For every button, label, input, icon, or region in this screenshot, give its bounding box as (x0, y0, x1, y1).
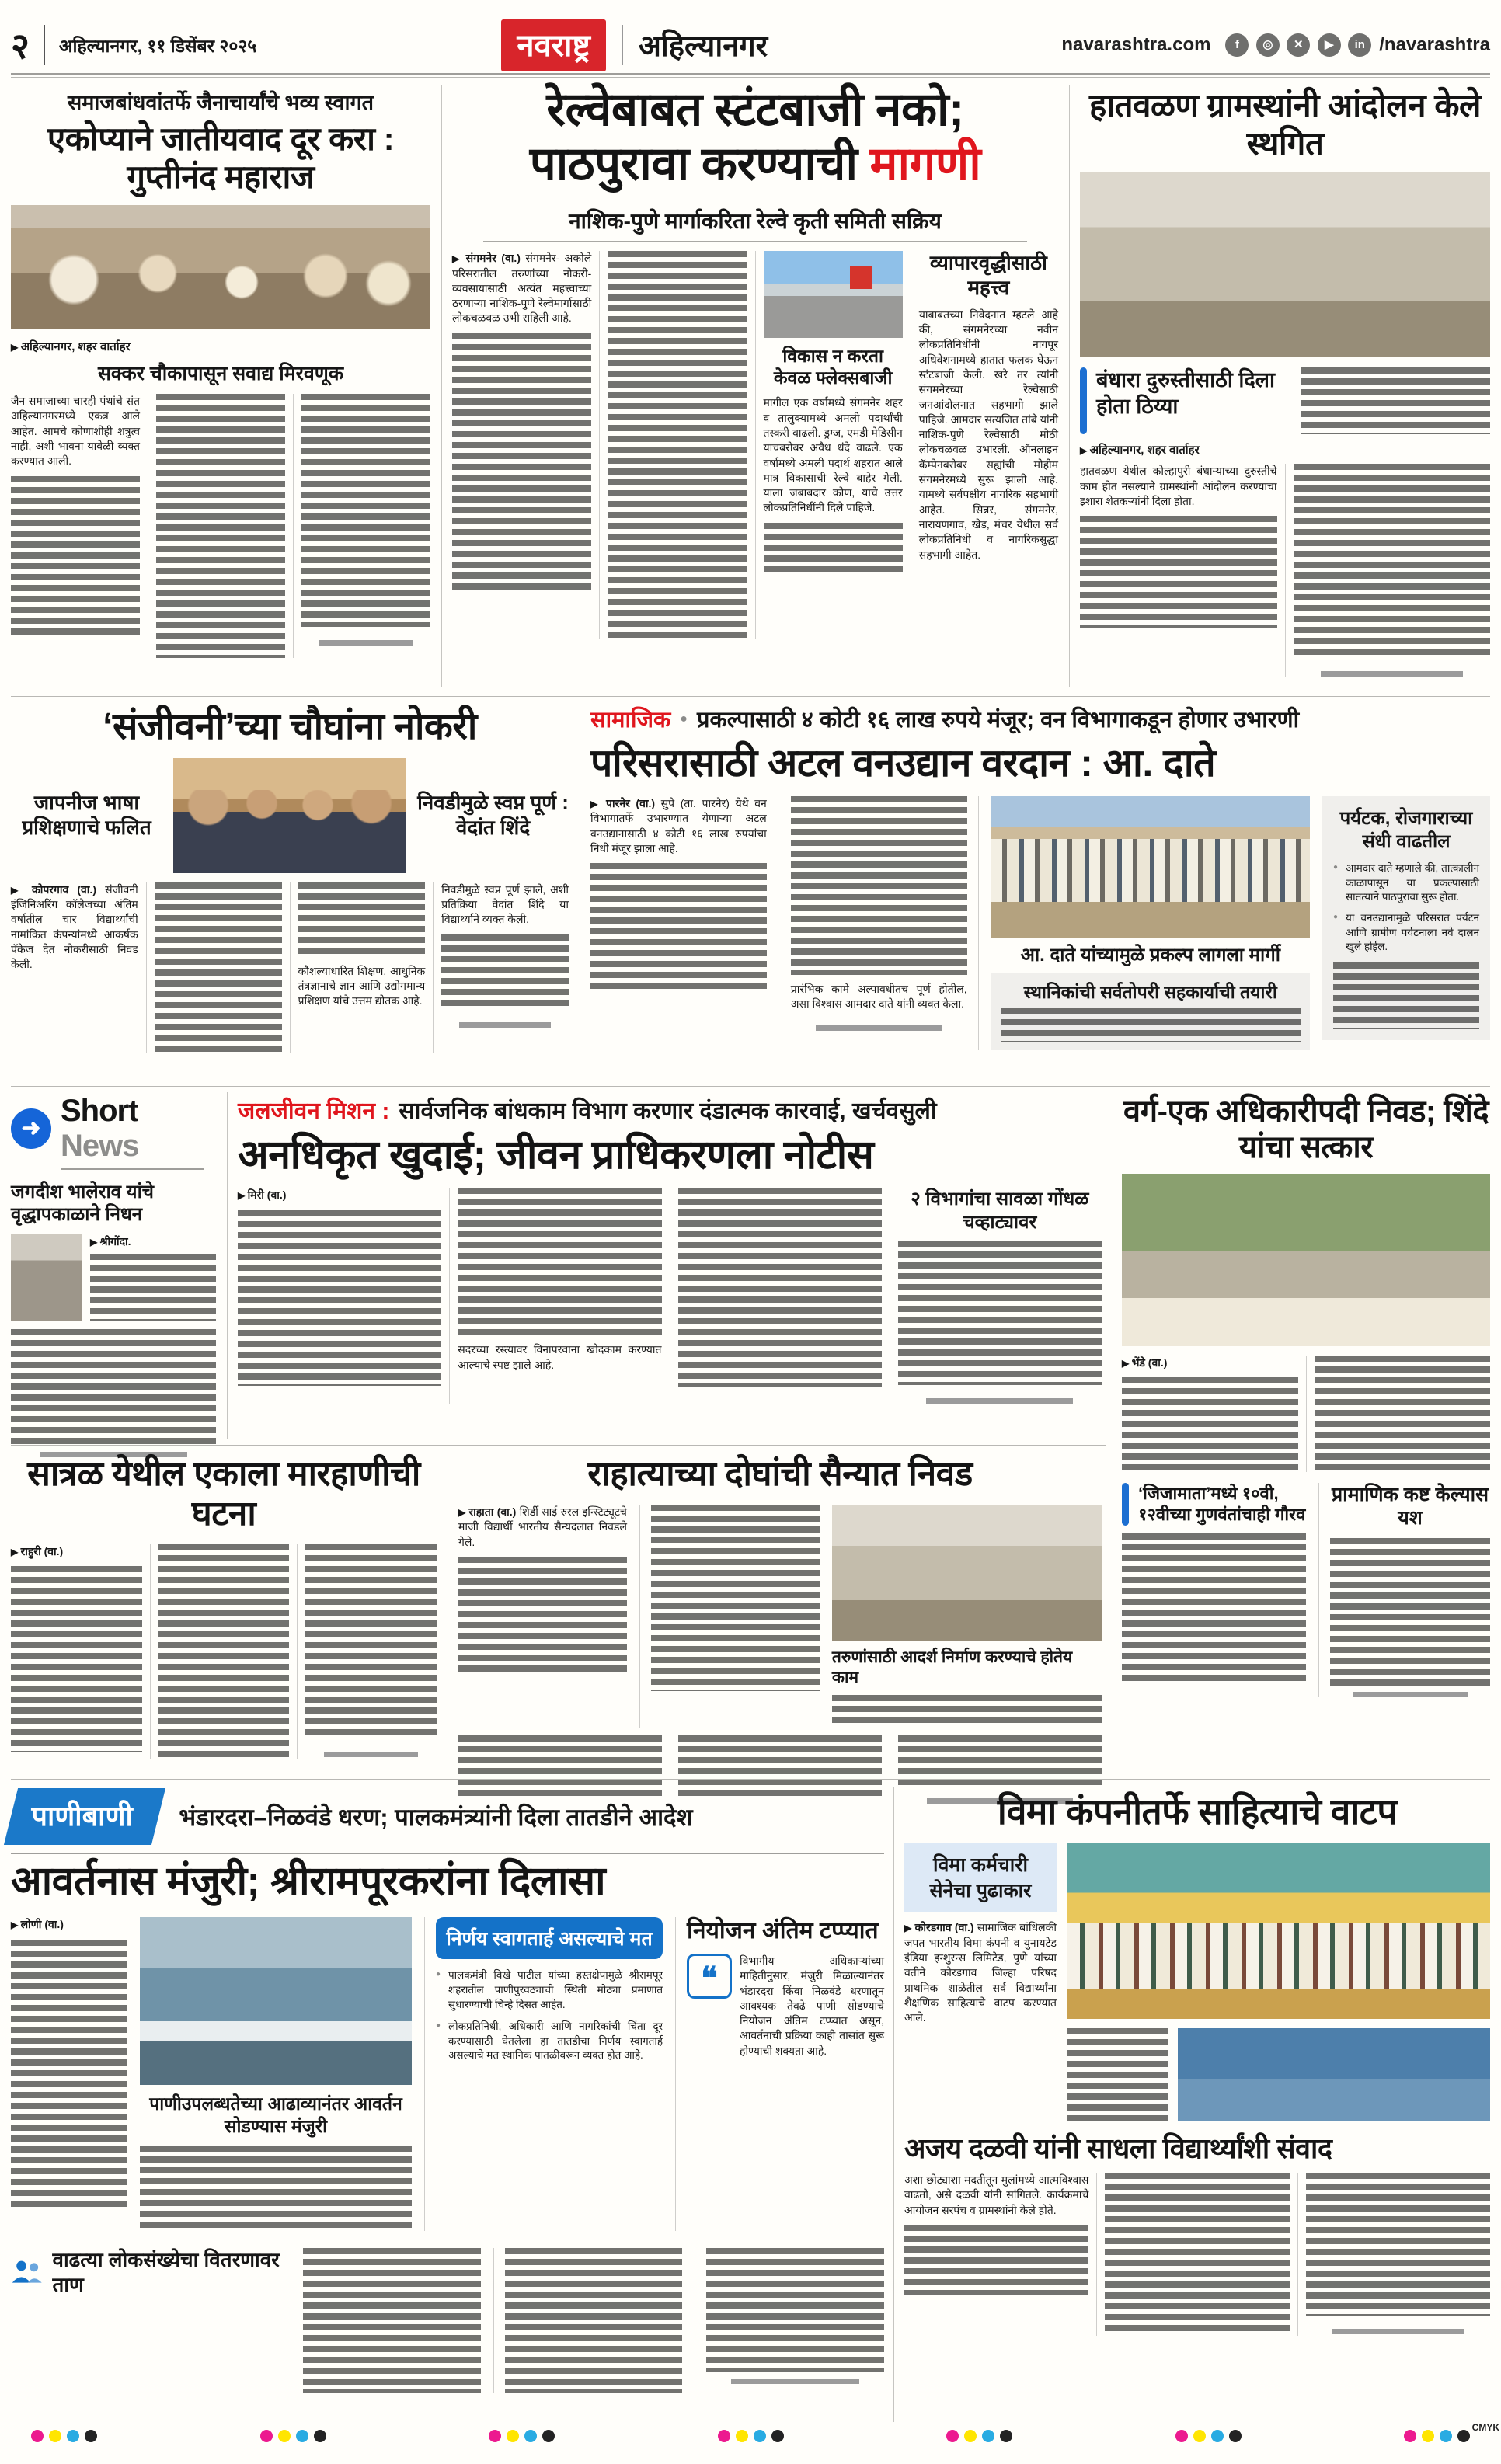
photo-obituary-portrait (11, 1234, 82, 1321)
body-text (1301, 367, 1490, 434)
article-railway (452, 82, 1058, 639)
x-icon[interactable]: ✕ (1287, 33, 1310, 57)
body-text (1333, 962, 1479, 1029)
body-text (452, 333, 591, 594)
article-byline: ▶ अहिल्यानगर, शहर वार्ताहर (1080, 442, 1490, 458)
body-text (898, 1241, 1102, 1385)
body-text (11, 1940, 127, 2212)
article-lede: सुपे (ता. पारनेर) येथे वन विभागातर्फे उभारण्यात येणाऱ्या अटल वनउद्यानासाठी ४ कोटी १६ लाख रुपयांचा निधी मंजूर झाला आहे. (590, 797, 767, 854)
body-text (1001, 1008, 1301, 1042)
photo-hatavalan-meeting (1080, 172, 1490, 357)
body-text (898, 1735, 1102, 1785)
article-avartan (11, 1858, 884, 2393)
body-text (1330, 1538, 1490, 1686)
body-text (441, 934, 569, 1009)
headline-line-2: पाठपुरावा करण्याची मागणी (529, 137, 981, 190)
people-icon (11, 2257, 43, 2288)
page-number: २ (11, 26, 30, 66)
subhead-trade: व्यापारवृद्धीसाठी महत्त्व (929, 251, 1047, 299)
article-dateline: ▶ संगमनेर (वा.) (452, 252, 521, 264)
article-sanjivani (11, 705, 569, 1053)
header-rule (11, 73, 1490, 75)
article-headline: विमा कंपनीतर्फे साहित्याचे वाटप (997, 1791, 1398, 1832)
article-dateline: ▶ राहाता (वा.) (458, 1505, 516, 1518)
cmyk-dots (1175, 2430, 1242, 2442)
body-text (678, 1188, 882, 1387)
box-bullet: ● या वनउद्यानामुळे परिसरात पर्यटन आणि ग्रामीण पर्यटनाला नवे दालन खुले होईल. (1333, 911, 1479, 955)
section-label: सामाजिक (590, 708, 671, 733)
body-text (303, 2248, 481, 2393)
article-headline: हातवळण ग्रामस्थांनी आंदोलन केले स्थगित (1089, 87, 1481, 162)
social-handle[interactable]: /navarashtra (1379, 34, 1490, 55)
article-kicker: समाजबांधवांतर्फे जैनाचार्यांचे भव्य स्वागत (67, 91, 374, 114)
article-dateline: ▶ पारनेर (वा.) (590, 797, 655, 809)
article-headline (452, 82, 1058, 190)
headline-line-1: रेल्वेबाबत स्टंटबाजी नको; (546, 83, 964, 135)
body-text (590, 863, 767, 994)
body-text (1067, 2028, 1168, 2121)
article-dateline: ▶ कोरडगाव (वा.) (904, 1921, 974, 1933)
short-news-arrow-icon: ➜ (11, 1108, 51, 1149)
photo-sanjivani-students (173, 758, 406, 873)
article-headline: एकोप्याने जातीयवाद दूर करा : गुप्तीनंद महाराज (47, 120, 395, 195)
article-lede: संजीवनी इंजिनिअरिंग कॉलेजच्या अंतिम वर्षातील चार विद्यार्थ्यांची नामांकित कंपन्यांमध्ये आकर्षक पॅकेज देत नोकरीसाठी निवड केली. (11, 882, 138, 971)
article-headline: आवर्तनास मंजुरी; श्रीरामपूरकरांना दिलासा (11, 1859, 606, 1904)
section-label: जलजीवन मिशन : (238, 1098, 390, 1124)
article-dateline: ▶ लोणी (वा.) (11, 1918, 64, 1930)
article-kicker: प्रकल्पासाठी ४ कोटी १६ लाख रुपये मंजूर; वन विभागाकडून होणार उभारणी (696, 708, 1300, 733)
short-news-title-1: Short (61, 1094, 138, 1128)
body-text (158, 1544, 290, 1759)
opinion-bullet: ● लोकप्रतिनिधी, अधिकारी आणि नागरिकांची चिंता दूर करण्यासाठी घेतलेला हा तातडीचा निर्णय स्वागतार्ह असल्याचे मत स्थानिक पातळीवरून व्यक्त होत आहे. (436, 2020, 663, 2063)
pani-kicker: भंडारदरा–निळवंडे धरण; पालकमंत्र्यांनी दिला तातडीने आदेश (179, 1803, 693, 1831)
article-lede: सामाजिक बांधिलकी जपत भारतीय विमा कंपनी व युनायटेड इंडिया इन्शुरन्स लिमिटेड, पुणे यांच्या वतीने कोरडगाव जिल्हा परिषद प्राथमिक शाळेतील सर्व विद्यार्थ्यांना शैक्षणिक साहित्याचे वाटप करण्यात आले. (904, 1921, 1057, 2024)
sub-article-headline: अजय दळवी यांनी साधला विद्यार्थ्यांशी संवाद (904, 2132, 1332, 2165)
article-end-rule (816, 1025, 942, 1031)
photo-caption: पाणीउपलब्धतेच्या आढाव्यानंतर आवर्तन सोडण्यास मंजुरी (149, 2093, 402, 2137)
article-lede: हातवळण येथील कोल्हापुरी बंधाऱ्याच्या दुरुस्तीचे काम होत नसल्याने ग्रामस्थांनी आंदोलन करण्याचा इशारा शेतकऱ्यांनी दिला होता. (1080, 465, 1277, 508)
article-reaction: निवडीमुळे स्वप्न पूर्ण झाले, अशी प्रतिक्रिया वेदांत शिंदे या विद्यार्थ्याने व्यक्त केली. (441, 882, 569, 926)
article-end-rule (926, 1398, 1073, 1404)
cmyk-dots (1404, 2430, 1470, 2442)
body-text (791, 796, 967, 975)
photo-rahata-group (832, 1505, 1102, 1641)
box-honest-work: प्रामाणिक कष्ट केल्यास यश (1331, 1483, 1489, 1530)
box-jijamata: ‘जिजामाता’मध्ये १०वी, १२वीच्या गुणवंतांचाही गौरव (1138, 1483, 1306, 1525)
article-headline: वर्ग-एक अधिकारीपदी निवड; शिंदे यांचा सत्कार (1123, 1095, 1489, 1165)
print-registration-marks (31, 2430, 1470, 2442)
article-end-rule (319, 640, 413, 646)
article-fragment: सदरच्या रस्त्यावर विनापरवाना खोदकाम करण्यात आल्याचे स्पष्ट झाले आहे. (458, 1343, 662, 1371)
article-headline: ‘संजीवनी’च्या चौघांना नोकरी (103, 706, 477, 747)
subhead-right: निवडीमुळे स्वप्न पूर्ण : वेदांत शिंदे (417, 790, 569, 839)
plan-text: विभागीय अधिकाऱ्यांच्या माहितीनुसार, मंजुरी मिळाल्यानंतर भंडारदरा किंवा निळवंडे धरणातून आवश्यक तेवढे पाणी सोडण्याचे नियोजन अंतिम टप्प्यात असून, आवर्तनाची प्रक्रिया काही तासांत सुरू होण्याची शक्यता आहे. (740, 1954, 884, 2057)
body-text (1315, 1356, 1491, 1472)
bottom-subhead: वाढत्या लोकसंख्येचा वितरणावर ताण (52, 2247, 280, 2296)
article-rahata (458, 1454, 1102, 1804)
article-jain (11, 87, 430, 658)
article-satral (11, 1454, 437, 1759)
body-text (11, 1329, 216, 1446)
article-vima (904, 1791, 1490, 2336)
article-end-rule (1332, 2329, 1464, 2334)
quote-icon: ❝ (687, 1954, 732, 1999)
photo-atal-group (991, 796, 1310, 938)
body-text (1306, 2173, 1490, 2316)
article-kicker: सार्वजनिक बांधकाम विभाग करणार दंडात्मक कारवाई, खर्चवसुली (399, 1098, 937, 1124)
article-lede: संगमनेर- अकोले परिसरातील तरुणांच्या नोकरी- व्यवसायासाठी अत्यंत महत्त्वाच्या ठरणाऱ्या नाशिक-पुणे रेल्वेमार्गासाठी लोकचळवळ उभी राहिली आहे. (452, 252, 592, 325)
article-lede: जैन समाजाच्या चारही पंथांचे संत अहिल्यानगरमध्ये एकत्र आले आहेत. आमचे कोणाशीही शत्रुत्व नाही, अशी भावना यावेळी व्यक्त करण्यात आली. (11, 394, 140, 468)
facebook-icon[interactable]: f (1225, 33, 1249, 57)
edition-name: अहिल्यानगर (622, 25, 768, 65)
opinion-bullet: ● पालकमंत्री विखे पाटील यांच्या हस्तक्षेपामुळे श्रीरामपूर शहरातील पाणीपुरवठ्याची स्थिती मोठ्या प्रमाणात सुधारण्याची चिन्हे दिसत आहेत. (436, 1968, 663, 2012)
body-text (706, 2248, 884, 2372)
body-text (156, 394, 285, 658)
cmyk-dots (260, 2430, 326, 2442)
photo-vima-distribution (1067, 1843, 1490, 2019)
photo-vargek-felicitation (1122, 1174, 1490, 1346)
article-excerpt: कौशल्याधारित शिक्षण, आधुनिक तंत्रज्ञानाचे ज्ञान आणि उद्योगमान्य प्रशिक्षण यांचे उत्तम द्योतक आहे. (298, 964, 426, 1008)
column-rule (441, 85, 442, 687)
article-subhead: सक्कर चौकापासून सवाद्य मिरवणूक (97, 363, 344, 385)
article-closing: प्रारंभिक कामे अल्पावधीतच पूर्ण होतील, असा विश्वास आमदार दाते यांनी व्यक्त केला. (790, 983, 967, 1011)
body-text (11, 1566, 142, 1752)
band-rule (11, 1853, 884, 1854)
vima-box: विमा कर्मचारी सेनेचा पुढाकार (904, 1843, 1057, 1912)
website-link[interactable]: navarashtra.com (1061, 34, 1211, 55)
box-bullet: ● आमदार दाते म्हणाले की, तात्कालीन काळापासून या प्रकल्पासाठी सातत्याने पाठपुरावा सुरू होता. (1333, 861, 1479, 905)
article-lede: शिर्डी साई रुरल इन्स्टिट्यूटचे माजी विद्यार्थी भारतीय सैन्यदलात निवडले गेले. (458, 1505, 627, 1548)
flex-text: मागील एक वर्षामध्ये संगमनेर शहर व तालुक्यामध्ये अमली पदार्थांची तस्करी वाढली. ड्रग्ज, एमडी मेडिसीन याचबरोबर अवैध धंदे वाढले. एक वर्षामध्ये अमली पदार्थ शहरात आले मात्र विकासाची रेल्वे बाहेर गेली. याला जबाबदार कोण, याचे उत्तर लोकप्रतिनिधींनी दिले पाहिजे. (763, 396, 903, 514)
body-text (764, 523, 903, 572)
trade-text: याबाबतच्या निवेदनात म्हटले आहे की, संगमनेरच्या नवीन लोकप्रतिनिधींनी नागपूर अधिवेशनामध्ये हातात फलक घेऊन स्टंटबाजी केली. खरे तर त्यांनी संगमनेरच्या रेल्वेसाठी जनआंदोलनात सहभागी झाले पाहिजे. आमदार सत्यजित तांबे यांनी नाशिक-पुणे रेल्वेसाठी मोठी लोकचळवळ उभारली. ऑनलाइन कॅम्पेनबरोबर सह्यांची मोहीम संगमनेरमध्ये सुरू झाली आहे. यामध्ये सर्वपक्षीय नागरिक सहभागी आहेत. सिन्नर, संगमनेर, नारायणगाव, खेड, मंचर येथील सर्व लोकप्रतिनिधी व नागरिकसुद्धा सहभागी आहेत. (918, 308, 1058, 561)
edition-date: अहिल्यानगर, ११ डिसेंबर २०२५ (58, 36, 257, 56)
sub-article-lede: अशा छोट्याशा मदतीतून मुलांमध्ये आत्मविश्वास वाढतो, असे दळवी यांनी सांगितले. कार्यक्रमाचे आयोजन सरपंच व ग्रामस्थांनी केले होते. (904, 2173, 1089, 2216)
column-rule (1069, 85, 1070, 687)
header-divider (44, 25, 45, 65)
photo-dam (140, 1917, 412, 2085)
article-headline: परिसरासाठी अटल वनउद्यान वरदान : आ. दाते (590, 741, 1216, 785)
box-head-tourism: पर्यटक, रोजगाराच्या संधी वाढतील (1339, 808, 1473, 852)
body-text (155, 882, 282, 1053)
youtube-icon[interactable]: ▶ (1318, 33, 1341, 57)
article-vargek (1122, 1094, 1490, 1697)
body-text (904, 2225, 1088, 2295)
article-end-rule (459, 1022, 551, 1028)
photo-school-children (1178, 2028, 1490, 2121)
article-end-rule (1353, 1692, 1468, 1697)
body-text (1080, 516, 1277, 628)
article-end-rule (324, 1752, 418, 1757)
subhead-flex: विकास न करता केवळ फ्लेक्सबाजी (773, 346, 893, 388)
body-text (90, 1254, 216, 1321)
row-rule (11, 1086, 1490, 1087)
cmyk-dots (946, 2430, 1012, 2442)
article-headline: सात्रळ येथील एकाला मारहाणीची घटना (27, 1455, 420, 1533)
article-dateline: ▶ राहुरी (वा.) (11, 1545, 63, 1557)
article-headline: राहात्याच्या दोघांची सैन्यात निवड (587, 1455, 973, 1493)
body-text (505, 2248, 683, 2393)
article-atal (590, 704, 1490, 1050)
photo-railway-road (764, 251, 903, 338)
column-rule (893, 1787, 894, 2422)
article-kicker-2: तरुणांसाठी आदर्श निर्माण करण्याचे होतेय काम (831, 1648, 1073, 1687)
photo-jain-procession (11, 205, 430, 329)
article-boxhead: बंधारा दुरुस्तीसाठी दिला होता ठिय्या (1096, 368, 1275, 419)
subhead-left: जापनीज भाषा प्रशिक्षणाचे फलित (22, 790, 151, 839)
article-deck: नाशिक-पुणे मार्गाकरिता रेल्वे कृती समिती सक्रिय (569, 209, 942, 234)
column-rule (227, 1092, 228, 1439)
subhead-chaos: २ विभागांचा सावळा गोंधळ चव्हाट्यावर (911, 1188, 1089, 1233)
pani-band (11, 1788, 884, 1854)
box-head-cooperation: स्थानिकांची सर्वतोपरी सहकार्याची तयारी (1023, 982, 1277, 1002)
body-text (301, 394, 430, 627)
body-text (298, 882, 426, 957)
body-text (140, 2146, 412, 2231)
body-text (1294, 464, 1491, 658)
article-dateline: ▶ भेंडे (वा.) (1122, 1356, 1167, 1369)
row-rule (11, 696, 1490, 697)
linkedin-icon[interactable]: in (1348, 33, 1371, 57)
body-text (11, 476, 140, 639)
short-news-item-headline: जगदीश भालेराव यांचे वृद्धापकाळाने निधन (11, 1182, 155, 1226)
article-dateline: ▶ मिरी (वा.) (238, 1188, 286, 1201)
cmyk-dots (718, 2430, 784, 2442)
article-headline: अनधिकृत खुदाई; जीवन प्राधिकरणला नोटीस (238, 1133, 874, 1178)
article-dateline: ▶ कोपरगाव (वा.) (11, 883, 96, 896)
body-text (305, 1544, 437, 1738)
body-text (238, 1210, 441, 1386)
body-text (1122, 1377, 1298, 1470)
article-end-rule (1321, 671, 1463, 677)
short-news-title (61, 1094, 216, 1164)
body-text (458, 1188, 661, 1335)
blue-accent-bar (1080, 367, 1087, 434)
body-text (1105, 2173, 1289, 2336)
headline-red-word: मागणी (869, 137, 981, 190)
article-hatavalan (1080, 87, 1490, 677)
body-text (608, 251, 747, 639)
cmyk-dots (489, 2430, 555, 2442)
row-rule (11, 1779, 1490, 1780)
opinion-box-head: निर्णय स्वागतार्ह असल्याचे मत (436, 1917, 663, 1959)
row-rule (11, 1445, 1106, 1446)
photo-caption: आ. दाते यांच्यामुळे प्रकल्प लागला मार्गी (1020, 945, 1280, 966)
plan-subhead: नियोजन अंतिम टप्प्यात (687, 1918, 879, 1944)
social-icons (1221, 33, 1371, 57)
instagram-icon[interactable]: ◎ (1256, 33, 1280, 57)
short-news-dateline: ▶ श्रीगोंदा. (90, 1234, 216, 1249)
blue-accent-bar (1122, 1483, 1129, 1526)
section-bullet: ● (680, 712, 688, 726)
article-end-rule (731, 2379, 859, 2384)
article-khudai (238, 1094, 1102, 1404)
body-text (1122, 1533, 1306, 1681)
short-news-column (11, 1094, 216, 1457)
cmyk-label: CMYK (1471, 2422, 1499, 2433)
short-news-title-2: News (61, 1129, 139, 1163)
pani-badge: पाणीबाणी (4, 1788, 166, 1845)
masthead-logo: नवराष्ट्र (501, 19, 606, 71)
article-byline: ▶ अहिल्यानगर, शहर वार्ताहर (11, 339, 430, 354)
body-text (458, 1557, 627, 1673)
body-text (832, 1695, 1102, 1728)
page-header (11, 20, 1490, 70)
short-news-rule (61, 1168, 204, 1170)
body-text (651, 1505, 820, 1691)
header-rule-2 (11, 77, 1490, 78)
cmyk-dots (31, 2430, 97, 2442)
